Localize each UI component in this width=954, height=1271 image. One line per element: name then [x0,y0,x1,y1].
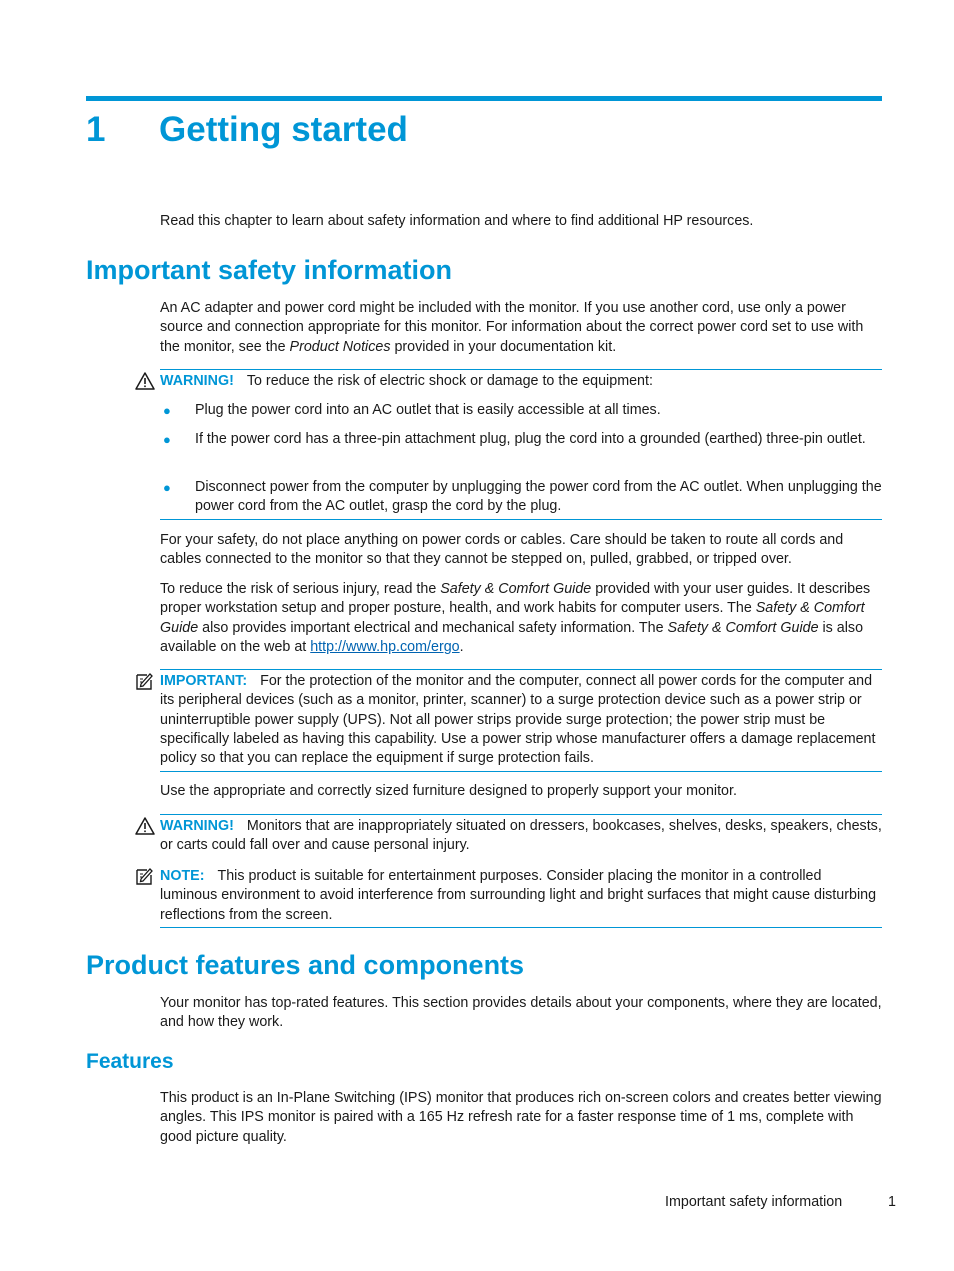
important-label: IMPORTANT: [160,673,248,689]
safety-paragraph-3: To reduce the risk of serious injury, read the Safety & Comfort Guide provided with your user guides. It describes proper workstation setup and proper posture, health, and work habits for computer users. The Safety & Comfort Guide also provides important electrical and mechanical safety information. The Safety & Comfort Guide is also available on the web at http://www.hp.com/ergo. [160,581,871,655]
warning1-bullet-3: Disconnect power from the computer by unplugging the power cord from the AC outlet. When unplugging the power cord from the AC outlet, grasp the cord by the plug. [195,479,882,515]
features-paragraph: This product is an In-Plane Switching (IPS) monitor that produces rich on-screen colors and creates better viewing angles. This IPS monitor is paired with a 165 Hz refresh rate for a faster response time of 1 ms, complete with good picture quality. [160,1090,882,1145]
warning-triangle-icon [135,816,155,836]
bullet-dot: ● [163,403,171,418]
product-paragraph: Your monitor has top-rated features. This section provides details about your components, where they are located, and how they work. [160,995,882,1031]
bullet-dot: ● [163,480,171,495]
product-heading: Product features and components [86,950,525,980]
chapter-rule [86,96,882,101]
safety-paragraph-2: For your safety, do not place anything on power cords or cables. Care should be taken to route all cords and cables connected to the monitor so that they cannot be stepped on, pulled, grabbed, or tripped over. [160,532,844,568]
bullet-dot: ● [163,432,171,447]
warning1-bullet-2: If the power cord has a three-pin attachment plug, plug the cord into a grounded (earthed) three-pin outlet. [195,431,866,447]
note-text: NOTE: This product is suitable for entertainment purposes. Consider placing the monitor in a controlled luminous environment to avoid interference from surrounding light and bright surfaces that might cause disturbing reflections from the screen. [160,868,877,923]
note-bottom-rule [160,927,882,928]
warning1-bottom-rule [160,519,882,520]
safety-paragraph-4: Use the appropriate and correctly sized furniture designed to properly support your monitor. [160,783,737,799]
intro-paragraph: Read this chapter to learn about safety information and where to find additional HP resources. [160,213,754,229]
features-heading: Features [86,1050,174,1073]
warning1-text: WARNING! To reduce the risk of electric shock or damage to the equipment: [160,373,653,389]
warning2-top-rule [160,814,882,815]
footer-section-title: Important safety information [665,1194,843,1210]
safety-paragraph-1: An AC adapter and power cord might be included with the monitor. If you use another cord, use only a power source and connection appropriate for this monitor. For information about the correct power cord set to use with the monitor, see the Product Notices provided in your documentation kit. [160,300,864,355]
important-top-rule [160,669,882,670]
warning1-top-rule [160,369,882,370]
chapter-number: 1 [86,110,106,149]
important-text: IMPORTANT: For the protection of the monitor and the computer, connect all power cords for the computer and its peripheral devices (such as a monitor, printer, scanner) to a surge protection device such as a power strip or uninterruptible power supply (UPS). Not all power strips provide surge protection; the power strip must be specifically labeled as having this capability. Use a power strip whose manufacturer offers a damage replacement policy so that you can replace the equipment if surge protection fails. [160,673,876,767]
warning-triangle-icon [135,371,155,391]
warning2-label: WARNING! [160,818,234,834]
warning2-text: WARNING! Monitors that are inappropriately situated on dressers, bookcases, shelves, desks, speakers, chests, or carts could fall over and cause personal injury. [160,818,882,854]
footer-page-number: 1 [888,1194,896,1210]
chapter-title: Getting started [159,110,408,149]
safety-heading: Important safety information [86,255,453,285]
important-note-icon [135,671,155,691]
warning1-bullet-1: Plug the power cord into an AC outlet that is easily accessible at all times. [195,402,661,418]
warning1-label: WARNING! [160,373,234,389]
hp-ergo-link[interactable]: http://www.hp.com/ergo [310,638,460,655]
note-icon [135,866,155,886]
note-label: NOTE: [160,868,205,884]
important-bottom-rule [160,771,882,772]
